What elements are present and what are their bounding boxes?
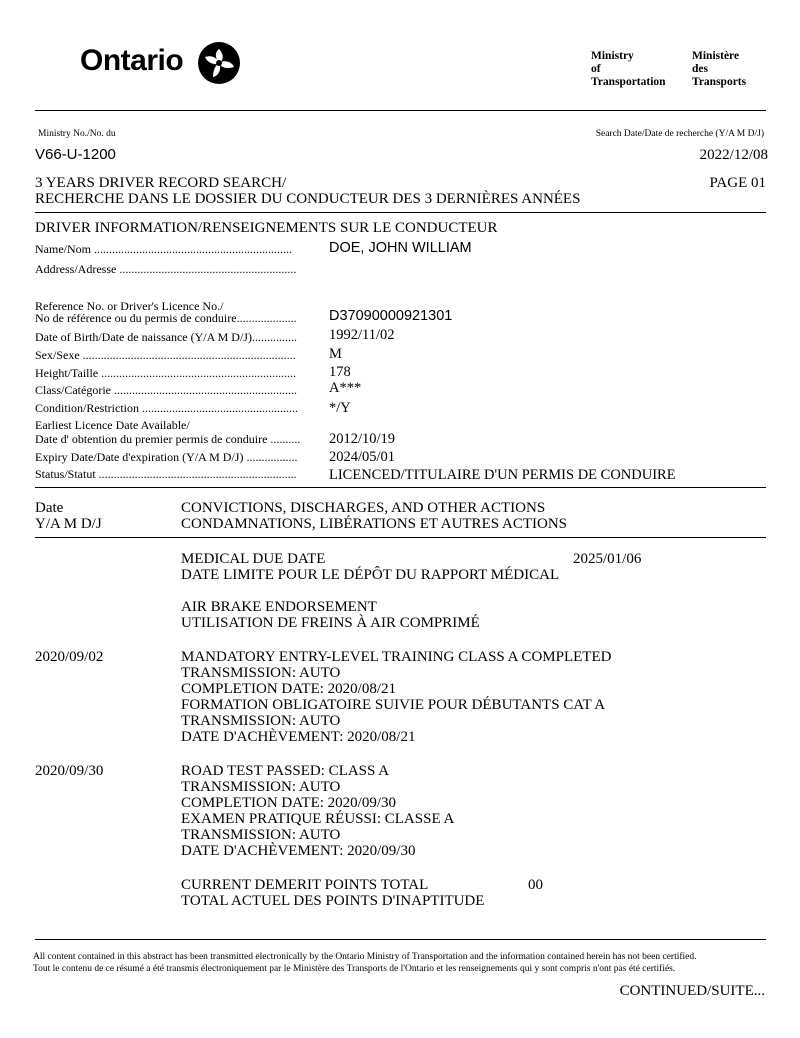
date-format-head: Y/A M D/J	[35, 516, 102, 532]
search-title-fr: RECHERCHE DANS LE DOSSIER DU CONDUCTEUR DES 3 DERNIÈRES ANNÉES	[35, 191, 581, 207]
disclaimer-en: All content contained in this abstract has been transmitted electronically by the Ontario Ministry of Transportation and the information contained herein has not been certified.	[33, 952, 697, 962]
driver-section-title: DRIVER INFORMATION/RENSEIGNEMENTS SUR LE CONDUCTEUR	[35, 220, 498, 236]
entry-line: COMPLETION DATE: 2020/08/21	[181, 681, 396, 697]
search-title-en: 3 YEARS DRIVER RECORD SEARCH/	[35, 175, 287, 191]
entry-date: 2020/09/30	[35, 763, 104, 779]
page-number: PAGE 01	[709, 175, 766, 191]
dob-label: Date of Birth/Date de naissance (Y/A M D/J)...............	[35, 330, 297, 344]
demerit-en: CURRENT DEMERIT POINTS TOTAL	[181, 877, 429, 893]
entry-line: EXAMEN PRATIQUE RÉUSSI: CLASSE A	[181, 811, 455, 827]
driver-divider	[35, 487, 766, 488]
earliest-label-1: Earliest Licence Date Available/	[35, 418, 190, 432]
ministry-fr-line: des	[692, 63, 708, 75]
height-value: 178	[329, 364, 351, 380]
entry-line: COMPLETION DATE: 2020/09/30	[181, 795, 396, 811]
search-date: 2022/12/08	[699, 147, 768, 163]
demerit-entry	[181, 877, 484, 909]
medical-fr: DATE LIMITE POUR LE DÉPÔT DU RAPPORT MÉDICAL	[181, 567, 560, 583]
entry-line: ROAD TEST PASSED: CLASS A	[181, 763, 390, 779]
driver-name: DOE, JOHN WILLIAM	[329, 240, 472, 256]
ontario-wordmark: Ontario	[80, 44, 184, 77]
ref-label-2: No de référence ou du permis de conduire....................	[35, 311, 297, 325]
entry-line: TRANSMISSION: AUTO	[181, 827, 341, 843]
ministry-fr-line: Ministère	[692, 50, 740, 62]
entry-line: DATE D'ACHÈVEMENT: 2020/08/21	[181, 729, 416, 745]
ministry-fr	[692, 50, 746, 89]
medical-en: MEDICAL DUE DATE	[181, 551, 326, 567]
airbrake-en: AIR BRAKE ENDORSEMENT	[181, 599, 377, 615]
class-label: Class/Catégorie .............................................................	[35, 383, 297, 397]
condition-label: Condition/Restriction ....................................................	[35, 401, 298, 415]
class-value: A***	[329, 380, 362, 396]
ministry-no-label: Ministry No./No. du	[38, 129, 116, 139]
dob-value: 1992/11/02	[329, 327, 395, 343]
air-brake-entry	[181, 599, 480, 631]
convictions-head-fr: CONDAMNATIONS, LIBÉRATIONS ET AUTRES ACTIONS	[181, 516, 567, 532]
entry-line: MANDATORY ENTRY-LEVEL TRAINING CLASS A COMPLETED	[181, 649, 612, 665]
header-divider	[35, 110, 766, 111]
road-test-entry	[181, 763, 454, 859]
entry-line: TRANSMISSION: AUTO	[181, 665, 341, 681]
search-date-label: Search Date/Date de recherche (Y/A M D/J)	[595, 129, 764, 139]
ministry-fr-line: Transports	[692, 76, 747, 88]
sex-label: Sex/Sexe .......................................................................	[35, 348, 296, 362]
address-label: Address/Adresse ...........................................................	[35, 262, 297, 276]
height-label: Height/Taille .................................................................	[35, 366, 297, 380]
sex-value: M	[329, 346, 342, 362]
trillium-logo-icon	[197, 41, 241, 85]
ministry-no: V66-U-1200	[35, 146, 116, 163]
status-value: LICENCED/TITULAIRE D'UN PERMIS DE CONDUIRE	[329, 467, 676, 483]
convictions-head-en: CONVICTIONS, DISCHARGES, AND OTHER ACTIONS	[181, 500, 546, 516]
medical-due-entry	[181, 551, 559, 583]
title-divider	[35, 212, 766, 213]
date-column-head: Date	[35, 500, 64, 516]
airbrake-fr: UTILISATION DE FREINS À AIR COMPRIMÉ	[181, 615, 480, 631]
demerit-value: 00	[528, 877, 543, 893]
convictions-divider	[35, 537, 766, 538]
earliest-label-2: Date d' obtention du premier permis de conduire ..........	[35, 432, 301, 446]
continued-label: CONTINUED/SUITE...	[619, 983, 765, 999]
ministry-en-line: Ministry	[591, 50, 634, 62]
ministry-en-line: Transportation	[591, 76, 666, 88]
expiry-label: Expiry Date/Date d'expiration (Y/A M D/J) .................	[35, 450, 298, 464]
training-entry	[181, 649, 611, 745]
disclaimer-fr: Tout le contenu de ce résumé a été transmis électroniquement par le Ministère des Transports de l'Ontario et les renseignements qui y sont compris n'ont pas été certifiés.	[33, 964, 676, 974]
expiry-value: 2024/05/01	[329, 449, 396, 465]
demerit-fr: TOTAL ACTUEL DES POINTS D'INAPTITUDE	[181, 893, 485, 909]
entry-date: 2020/09/02	[35, 649, 104, 665]
condition-value: */Y	[329, 400, 351, 416]
entry-line: DATE D'ACHÈVEMENT: 2020/09/30	[181, 843, 416, 859]
status-label: Status/Statut ..................................................................	[35, 467, 297, 481]
earliest-value: 2012/10/19	[329, 431, 396, 447]
footer-divider	[35, 939, 766, 940]
ministry-en-line: of	[591, 63, 601, 75]
entry-line: TRANSMISSION: AUTO	[181, 713, 341, 729]
licence-number: D37090000921301	[329, 308, 453, 324]
entry-line: TRANSMISSION: AUTO	[181, 779, 341, 795]
medical-due-date: 2025/01/06	[573, 551, 642, 567]
ministry-en	[591, 50, 666, 89]
ref-label-1: Reference No. or Driver's Licence No./	[35, 299, 224, 313]
name-label: Name/Nom ..................................................................	[35, 242, 292, 256]
entry-line: FORMATION OBLIGATOIRE SUIVIE POUR DÉBUTANTS CAT A	[181, 697, 606, 713]
